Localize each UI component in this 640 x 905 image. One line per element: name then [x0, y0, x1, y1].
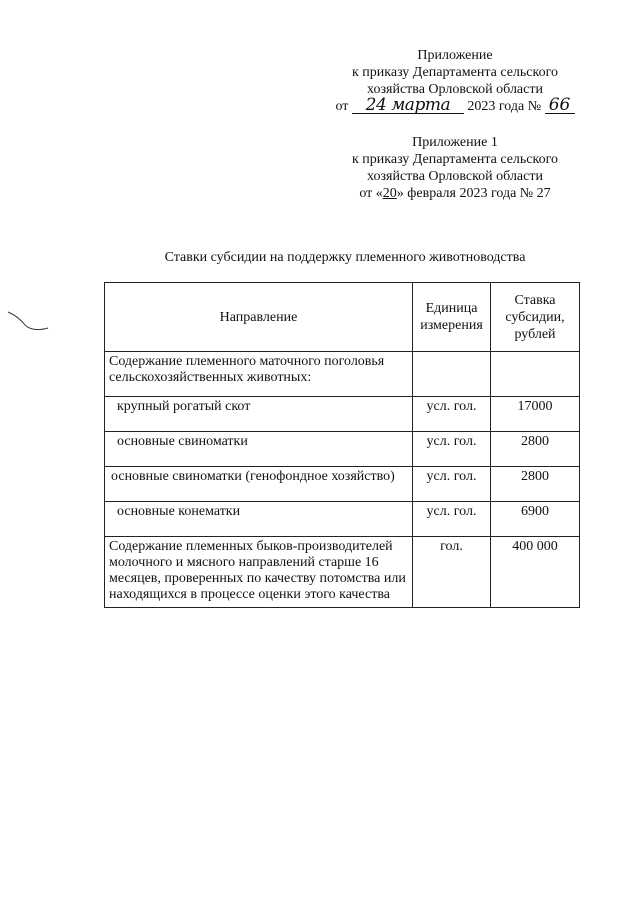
subsidy-rates-table	[104, 282, 580, 608]
table-header-row	[105, 283, 580, 352]
group-rate-empty	[491, 352, 580, 397]
table-row	[105, 467, 580, 502]
row-rate: 2800	[491, 432, 580, 467]
appendix1-date-line	[300, 185, 610, 202]
header-direction: Направление	[105, 283, 413, 352]
table-row	[105, 432, 580, 467]
row-unit: усл. гол.	[413, 432, 491, 467]
appendix1-date-prefix: от «	[359, 186, 383, 201]
row-rate: 2800	[491, 467, 580, 502]
group-name: Содержание племенного маточного поголовья сельскохозяйственных животных:	[105, 352, 413, 397]
row-name: основные конематки	[105, 502, 413, 537]
handwritten-number: 66	[545, 98, 575, 114]
appendix1-line2: хозяйства Орловской области	[367, 169, 543, 184]
appendix1-date-rest: » февраля 2023 года № 27	[396, 186, 551, 201]
appendix-header	[300, 47, 610, 115]
last-row-unit: гол.	[413, 537, 491, 608]
row-unit: усл. гол.	[413, 502, 491, 537]
handwritten-date: 24 марта	[352, 98, 464, 114]
row-rate: 17000	[491, 397, 580, 432]
appendix-line1: к приказу Департамента сельского	[351, 65, 559, 80]
appendix-year-text: 2023 года №	[467, 99, 542, 114]
row-rate: 6900	[491, 502, 580, 537]
row-name: крупный рогатый скот	[105, 397, 413, 432]
scan-mark-icon	[4, 300, 54, 340]
appendix-date-line	[300, 95, 610, 115]
row-unit: усл. гол.	[413, 467, 491, 502]
last-row-name: Содержание племенных быков-производителей молочного и мясного направлений старше 16 месяцев, проверенных по качеству потомства или находящихся в процессе оценки этого качества	[105, 537, 413, 608]
table-row	[105, 397, 580, 432]
header-rate: Ставка субсидии, рублей	[491, 283, 580, 352]
appendix-line2: хозяйства Орловской области	[367, 82, 543, 97]
group-unit-empty	[413, 352, 491, 397]
row-name: основные свиноматки	[105, 432, 413, 467]
table-row-last	[105, 537, 580, 608]
table-row-group	[105, 352, 580, 397]
appendix1-date-day: 20	[382, 186, 397, 201]
last-row-rate: 400 000	[491, 537, 580, 608]
appendix1-line1: к приказу Департамента сельского	[351, 152, 559, 167]
table-title: Ставки субсидии на поддержку племенного животноводства	[164, 250, 526, 265]
appendix1-title: Приложение 1	[412, 135, 498, 150]
header-unit: Единица измерения	[413, 283, 491, 352]
table-row	[105, 502, 580, 537]
appendix-title: Приложение	[417, 48, 493, 63]
row-name: основные свиноматки (генофондное хозяйство)	[105, 467, 413, 502]
appendix1-header	[300, 134, 610, 202]
appendix-date-prefix: от	[335, 99, 349, 114]
row-unit: усл. гол.	[413, 397, 491, 432]
